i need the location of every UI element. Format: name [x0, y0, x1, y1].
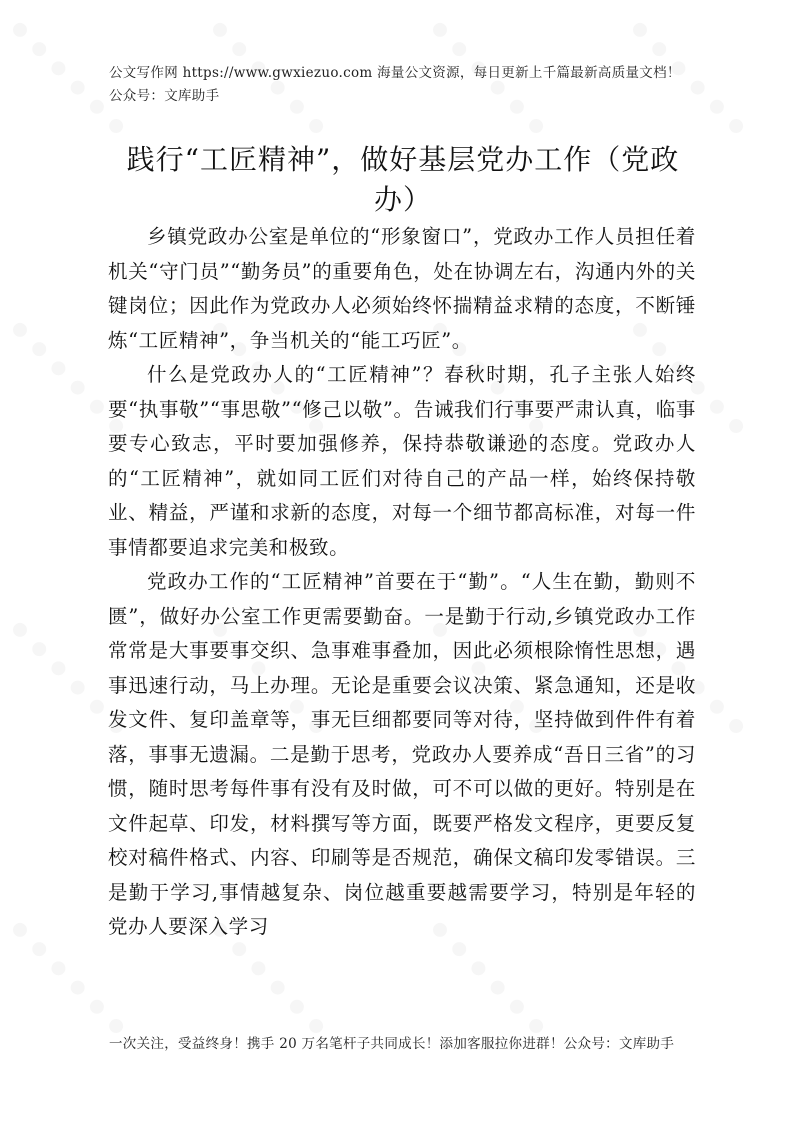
- paragraph: 乡镇党政办公室是单位的“形象窗口”，党政办工作人员担任着机关“守门员”“勤务员”的重要角色，处在协调左右，沟通内外的关键岗位；因此作为党政办人必须始终怀揣精益求精的态度，不断锤炼“工匠精神”，争当机关的“能工巧匠”。: [108, 225, 696, 352]
- paragraph: 党政办工作的“工匠精神”首要在于“勤”。“人生在勤，勤则不匮”，做好办公室工作更需要勤奋。一是勤于行动,乡镇党政办工作常常是大事要事交织、急事难事叠加，因此必须根除惰性思想，遇事迅速行动，马上办理。无论是重要会议决策、紧急通知，还是收发文件、复印盖章等，事无巨细都要同等对待，坚持做到件件有着落，事事无遗漏。二是勤于思考，党政办人要养成“吾日三省”的习惯，随时思考每件事有没有及时做，可不可以做的更好。特别是在文件起草、印发，材料撰写等方面，既要严格发文程序，更要反复校对稿件格式、内容、印刷等是否规范，确保文稿印发零错误。三是勤于学习,事情越复杂、岗位越重要越需要学习，特别是年轻的党办人要深入学习: [108, 570, 696, 938]
- header-note: 公文写作网 https://www.gwxiezuo.com 海量公文资源，每日更新上千篇最新高质量文档！ 公众号：文库助手: [109, 65, 681, 104]
- document-title: 践行“工匠精神”，做好基层党办工作（党政办）: [126, 143, 680, 216]
- footer-note: 一次关注，受益终身！携手 20 万名笔杆子共同成长！添加客服拉你进群！公众号：文库助手: [109, 1036, 675, 1052]
- paragraph: 什么是党政办人的“工匠精神”？春秋时期，孔子主张人始终要“执事敬”“事思敬”“修己以敬”。告诫我们行事要严肃认真，临事要专心致志，平时要加强修养，保持恭敬谦逊的态度。党政办人的“工匠精神”，就如同工匠们对待自己的产品一样，始终保持敬业、精益，严谨和求新的态度，对每一个细节都高标准，对每一件事情都要追求完美和极致。: [108, 363, 696, 559]
- document-body: [108, 220, 696, 945]
